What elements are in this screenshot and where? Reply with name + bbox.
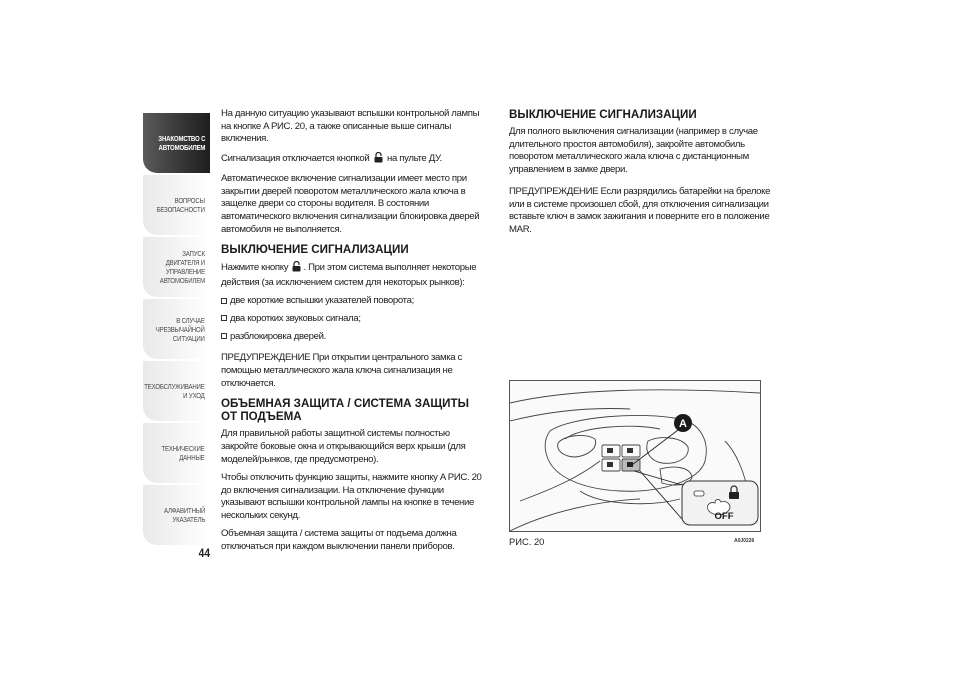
- section-heading: ВЫКЛЮЧЕНИЕ СИГНАЛИЗАЦИИ: [509, 108, 697, 121]
- paragraph: Автоматическое включение сигнализации имеет место при закрытии дверей поворотом металлического жала ключа в защелке двери со стороны водителя. В состоянии автоматического включения сигнализации блокировка дверей автомобиля не выполняется.: [221, 172, 480, 235]
- tab-starting-driving[interactable]: [143, 237, 210, 297]
- tab-vehicle-introduction[interactable]: [143, 113, 210, 173]
- off-label: OFF: [714, 511, 734, 522]
- checkbox-bullet-icon: [221, 298, 227, 304]
- list-item: [221, 295, 483, 308]
- paragraph: Объемная защита / система защиты от подъема должна отключаться при каждом выключении панели приборов.: [221, 528, 457, 553]
- tab-label: ЗАПУСК ДВИГАТЕЛЯ И УПРАВЛЕНИЕ АВТОМОБИЛЕМ: [159, 249, 205, 285]
- tab-maintenance[interactable]: [143, 361, 210, 421]
- text-fragment: Сигнализация отключается кнопкой: [221, 152, 370, 164]
- tab-emergency[interactable]: [143, 299, 210, 359]
- tab-label: АЛФАВИТНЫЙ УКАЗАТЕЛЬ: [163, 506, 205, 524]
- paragraph: Для полного выключения сигнализации (например в случае длительного простоя автомобиля), закройте автомобиль поворотом металлического жала ключа с дистанционным управлением в замке двери.: [509, 126, 758, 176]
- roof-console-illustration: [510, 381, 760, 531]
- paragraph: Чтобы отключить функцию защиты, нажмите кнопку A РИС. 20 до включения сигнализации. На отключение функции указывают вспышки контрольной лампы на кнопке в течение нескольких секунд.: [221, 472, 482, 522]
- tab-label: ЗНАКОМСТВО С АВТОМОБИЛЕМ: [158, 134, 205, 152]
- tab-label: ТЕХОБСЛУЖИВАНИЕ И УХОД: [144, 382, 205, 400]
- list-item-text: разблокировка дверей.: [230, 330, 326, 342]
- checkbox-bullet-icon: [221, 315, 227, 321]
- callout-label: A: [679, 418, 687, 430]
- tab-label: В СЛУЧАЕ ЧРЕЗВЫЧАЙНОЙ СИТУАЦИИ: [156, 315, 205, 343]
- paragraph: [221, 261, 483, 289]
- figure-caption: РИС. 20: [509, 536, 545, 547]
- list-item-text: две короткие вспышки указателей поворота;: [230, 295, 414, 307]
- checkbox-bullet-icon: [221, 333, 227, 339]
- tab-technical-data[interactable]: [143, 423, 210, 483]
- figure-code: A0J0226: [734, 538, 755, 544]
- page-number: 44: [198, 546, 210, 560]
- list-item-text: два коротких звуковых сигнала;: [230, 312, 361, 324]
- tab-label: ВОПРОСЫ БЕЗОПАСНОСТИ: [156, 196, 205, 214]
- list-item: [221, 313, 483, 326]
- unlock-icon: [292, 261, 301, 277]
- paragraph: [221, 152, 483, 168]
- unlock-icon: [374, 152, 383, 168]
- section-heading: ВЫКЛЮЧЕНИЕ СИГНАЛИЗАЦИИ: [221, 243, 409, 257]
- warning-note: ПРЕДУПРЕЖДЕНИЕ При открытии центрального замка с помощью металлического жала ключа сигнализация не отключается.: [221, 352, 463, 389]
- tab-index[interactable]: [143, 485, 210, 545]
- text-fragment: Нажмите кнопку: [221, 262, 289, 274]
- text-fragment: на пульте ДУ.: [387, 152, 442, 164]
- warning-note: ПРЕДУПРЕЖДЕНИЕ Если разрядились батарейки на брелоке или в системе произошел сбой, для отключения сигнализации вставьте ключ в замок зажигания и поверните его в положение MAR.: [509, 185, 771, 235]
- right-column: [509, 108, 771, 242]
- text-fragment: . При этом система выполняет некоторые действия (за исключением систем для некоторых рынков):: [221, 262, 477, 289]
- list-item: [221, 331, 483, 344]
- section-heading: ОБЪЕМНАЯ ЗАЩИТА / СИСТЕМА ЗАЩИТЫ ОТ ПОДЪЕМА: [221, 397, 469, 424]
- left-column: [221, 108, 483, 559]
- tab-label: ТЕХНИЧЕСКИЕ ДАННЫЕ: [161, 444, 205, 462]
- tab-safety[interactable]: [143, 175, 210, 235]
- paragraph: Для правильной работы защитной системы полностью закройте боковые окна и открывающийся верх крыши (для моделей/рынков, где предусмотрено).: [221, 428, 466, 465]
- figure-roof-console: [509, 380, 761, 532]
- paragraph: На данную ситуацию указывают вспышки контрольной лампы на кнопке A РИС. 20, а также описанные выше сигналы включения.: [221, 108, 480, 145]
